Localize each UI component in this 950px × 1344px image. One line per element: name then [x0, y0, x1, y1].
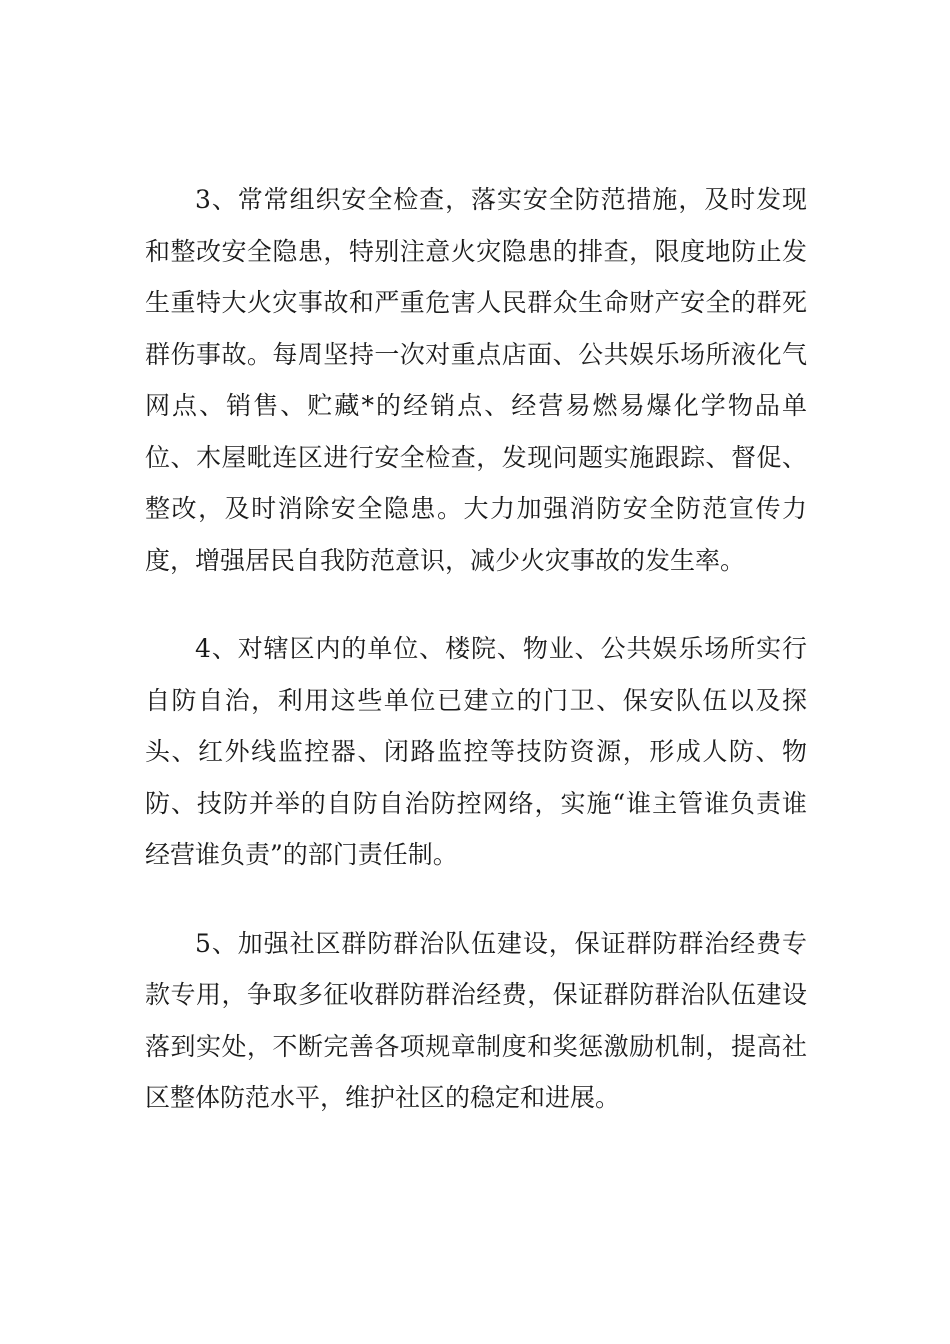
paragraph-3: 3、常常组织安全检查，落实安全防范措施，及时发现和整改安全隐患，特别注意火灾隐患的排查，限度地防止发生重特大火灾事故和严重危害人民群众生命财产安全的群死群伤事故。每周坚持一次对重点店面、公共娱乐场所液化气网点、销售、贮藏*的经销点、经营易燃易爆化学物品单位、木屋毗连区进行安全检查，发现问题实施跟踪、督促、整改，及时消除安全隐患。大力加强消防安全防范宣传力度，增强居民自我防范意识，减少火灾事故的发生率。: [145, 185, 807, 575]
paragraph-4: 4、对辖区内的单位、楼院、物业、公共娱乐场所实行自防自治，利用这些单位已建立的门卫、保安队伍以及探头、红外线监控器、闭路监控等技防资源，形成人防、物防、技防并举的自防自治防控网络，实施“谁主管谁负责谁经营谁负责”的部门责任制。: [145, 634, 807, 869]
paragraph-5: 5、加强社区群防群治队伍建设，保证群防群治经费专款专用，争取多征收群防群治经费，保证群防群治队伍建设落到实处，不断完善各项规章制度和奖惩激励机制，提高社区整体防范水平，维护社区的稳定和进展。: [145, 928, 807, 1112]
document-page: [145, 174, 807, 1124]
